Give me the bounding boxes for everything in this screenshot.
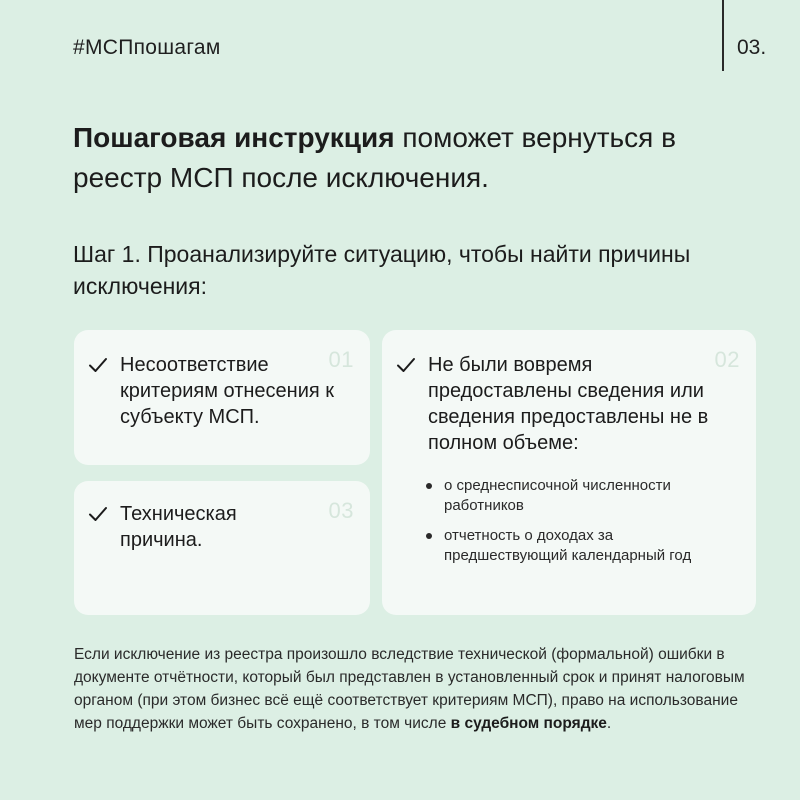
footnote [74, 643, 754, 735]
page-number: 03. [737, 36, 767, 59]
bullet-item [426, 526, 736, 566]
footnote-text: Если исключение из реестра произошло вследствие технической (формальной) ошибки в документе отчётности, который был представлен в установленный срок и принят налоговым органом (при этом бизнес всё ещё соответствует критериям МСП), право на использование мер поддержки может быть сохранено, в том числе [74, 646, 745, 732]
check-icon [88, 506, 108, 522]
step-title: Шаг 1. Проанализируйте ситуацию, чтобы найти причины исключения: [73, 241, 691, 299]
card-text: Техническая причина. [120, 503, 237, 551]
bullet-text: отчетность о доходах за предшествующий календарный год [444, 527, 692, 564]
headline [73, 118, 753, 198]
check-icon [396, 357, 416, 373]
header-divider [722, 0, 724, 71]
card-number: 01 [328, 347, 354, 372]
card-03 [74, 481, 370, 615]
card-02 [382, 330, 756, 615]
footnote-end: . [606, 715, 612, 732]
card-text: Несоответствие критериям отнесения к субъекту МСП. [120, 354, 335, 428]
card-number: 03 [328, 498, 354, 523]
headline-bold: Пошаговая инструкция [73, 122, 395, 153]
bullet-dot-icon [426, 533, 432, 539]
card-number: 02 [714, 347, 740, 372]
bullet-text: о среднесписочной численности работников [444, 477, 671, 514]
card-text: Не были вовремя предоставлены сведения или сведения предоставлены не в полном объеме: [428, 354, 709, 454]
check-icon [88, 357, 108, 373]
hashtag: #МСПпошагам [73, 36, 221, 59]
footnote-bold: в судебном порядке [450, 715, 607, 732]
headline-rest: поможет вернуться в реестр МСП после исключения. [73, 122, 676, 193]
card-01 [74, 330, 370, 465]
bullet-item [426, 476, 736, 516]
card-bullet-list [426, 476, 736, 576]
bullet-dot-icon [426, 483, 432, 489]
